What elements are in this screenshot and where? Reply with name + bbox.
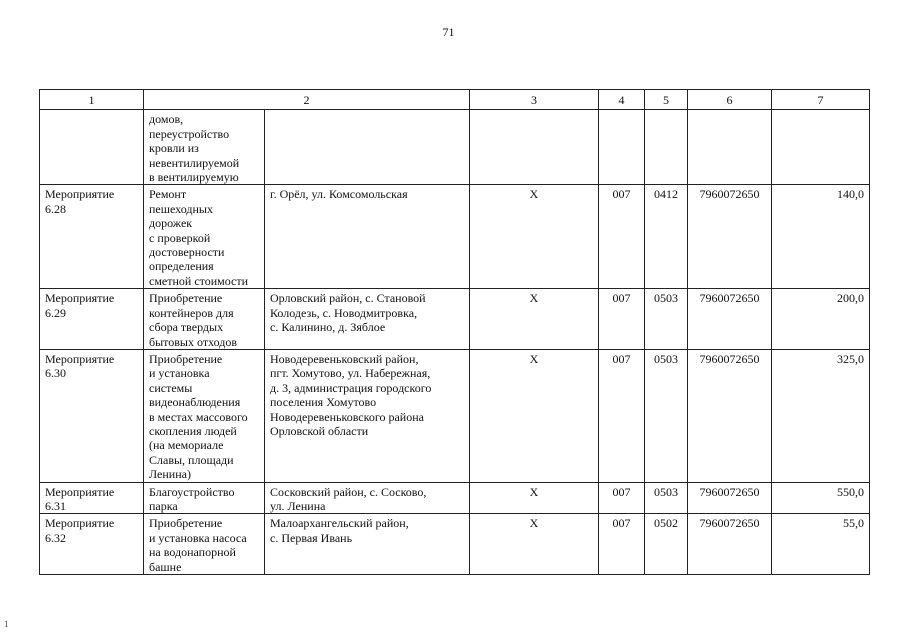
continuation-location-cell — [265, 110, 470, 185]
event-cell: Мероприятие 6.31 — [40, 482, 144, 514]
continuation-col5-cell — [645, 110, 688, 185]
col6-cell: 7960072650 — [688, 185, 772, 289]
location-cell: Орловский район, с. Становой Колодезь, с. Новодмитровка, с. Калинино, д. Зяблое — [265, 289, 470, 350]
event-cell: Мероприятие 6.32 — [40, 514, 144, 575]
col3-cell: Х — [470, 514, 599, 575]
description-cell: Ремонт пешеходных дорожек с проверкой достоверности определения сметной стоимости — [144, 185, 265, 289]
margin-mark: 1 — [4, 619, 9, 629]
header-col-2: 2 — [144, 90, 470, 110]
col4-cell: 007 — [599, 185, 645, 289]
col5-cell: 0502 — [645, 514, 688, 575]
col7-cell: 550,0 — [772, 482, 870, 514]
location-cell: Малоархангельский район, с. Первая Ивань — [265, 514, 470, 575]
page-number: 71 — [442, 25, 455, 39]
col6-cell: 7960072650 — [688, 514, 772, 575]
col4-cell: 007 — [599, 289, 645, 350]
location-cell: Сосковский район, с. Сосково, ул. Ленина — [265, 482, 470, 514]
col6-cell: 7960072650 — [688, 349, 772, 482]
description-cell: Приобретение и установка системы видеонаблюдения в местах массового скопления людей (на мемориале Славы, площади Ленина) — [144, 349, 265, 482]
col5-cell: 0503 — [645, 349, 688, 482]
continuation-col3-cell — [470, 110, 599, 185]
col6-cell: 7960072650 — [688, 289, 772, 350]
location-cell: г. Орёл, ул. Комсомольская — [265, 185, 470, 289]
continuation-description-cell: домов, переустройство кровли из невентилируемой в вентилируемую — [144, 110, 265, 185]
continuation-row — [40, 110, 870, 185]
continuation-col6-cell — [688, 110, 772, 185]
description-cell: Приобретение контейнеров для сбора твердых бытовых отходов — [144, 289, 265, 350]
description-cell: Благоустройство парка — [144, 482, 265, 514]
event-cell: Мероприятие 6.28 — [40, 185, 144, 289]
col4-cell: 007 — [599, 482, 645, 514]
description-cell: Приобретение и установка насоса на водонапорной башне — [144, 514, 265, 575]
col4-cell: 007 — [599, 349, 645, 482]
col7-cell: 55,0 — [772, 514, 870, 575]
continuation-col7-cell — [772, 110, 870, 185]
col4-cell: 007 — [599, 514, 645, 575]
continuation-col4-cell — [599, 110, 645, 185]
col7-cell: 200,0 — [772, 289, 870, 350]
continuation-event-cell — [40, 110, 144, 185]
table-row — [40, 185, 870, 289]
header-col-3: 3 — [470, 90, 599, 110]
table-row — [40, 482, 870, 514]
col3-cell: Х — [470, 482, 599, 514]
col5-cell: 0412 — [645, 185, 688, 289]
col7-cell: 140,0 — [772, 185, 870, 289]
header-row — [40, 90, 870, 110]
col5-cell: 0503 — [645, 482, 688, 514]
event-cell: Мероприятие 6.30 — [40, 349, 144, 482]
col5-cell: 0503 — [645, 289, 688, 350]
table-row — [40, 514, 870, 575]
col3-cell: Х — [470, 349, 599, 482]
header-col-7: 7 — [772, 90, 870, 110]
col3-cell: Х — [470, 185, 599, 289]
table-row — [40, 349, 870, 482]
col7-cell: 325,0 — [772, 349, 870, 482]
table-row — [40, 289, 870, 350]
col6-cell: 7960072650 — [688, 482, 772, 514]
event-cell: Мероприятие 6.29 — [40, 289, 144, 350]
header-col-1: 1 — [40, 90, 144, 110]
budget-table — [39, 89, 870, 575]
location-cell: Новодеревеньковский район, пгт. Хомутово, ул. Набережная, д. 3, администрация городского поселения Хомутово Новодеревеньковского района Орловской области — [265, 349, 470, 482]
col3-cell: Х — [470, 289, 599, 350]
header-col-5: 5 — [645, 90, 688, 110]
header-col-6: 6 — [688, 90, 772, 110]
header-col-4: 4 — [599, 90, 645, 110]
